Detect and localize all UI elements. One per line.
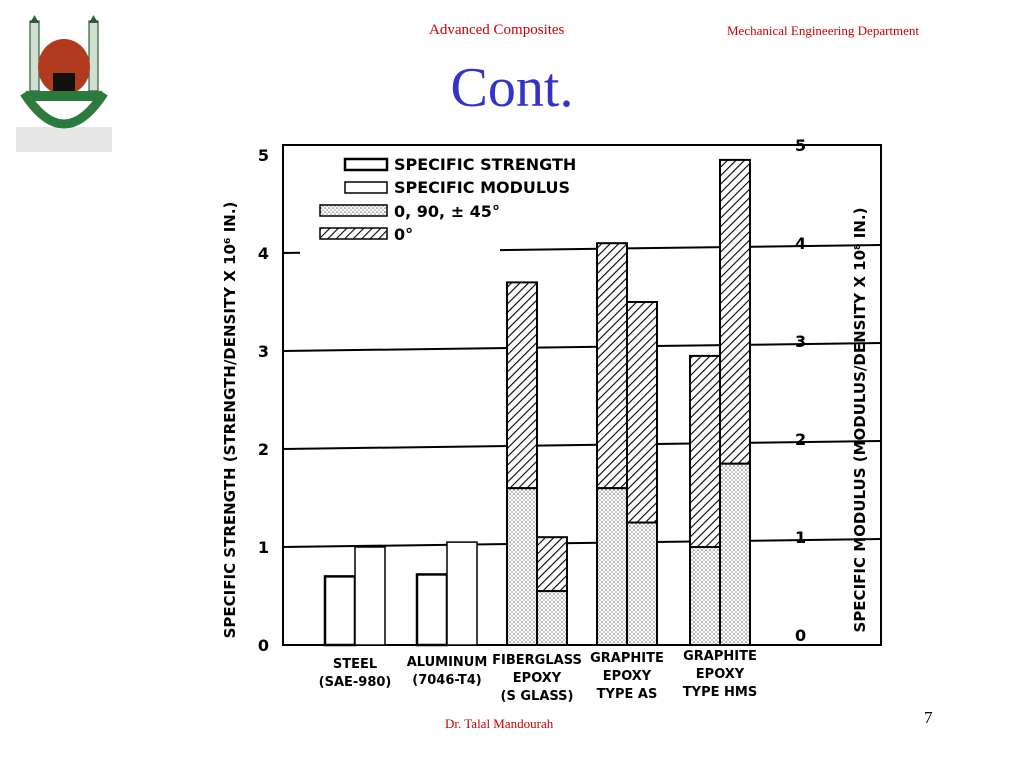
bar-strength-unidirectional bbox=[507, 282, 537, 488]
bar-modulus-unidirectional bbox=[720, 160, 750, 464]
department-name: Mechanical Engineering Department bbox=[727, 23, 920, 38]
legend-label-multi: 0, 90, ± 45° bbox=[394, 202, 500, 221]
category-label: ALUMINUM bbox=[406, 655, 488, 670]
category-label: (7046-T4) bbox=[412, 673, 482, 688]
bar-strength bbox=[325, 576, 355, 645]
bar-modulus bbox=[447, 542, 477, 645]
bar-modulus-quasi-isotropic bbox=[627, 523, 657, 646]
university-seal-logo bbox=[16, 15, 112, 152]
bar-strength-quasi-isotropic bbox=[597, 488, 627, 645]
category-label: EPOXY bbox=[512, 671, 562, 686]
category-label: (SAE-980) bbox=[318, 675, 392, 690]
right-tick-label: 3 bbox=[795, 332, 807, 351]
category-label: EPOXY bbox=[602, 669, 652, 684]
footer-author: Dr. Talal Mandourah bbox=[445, 716, 554, 731]
left-axis-label: SPECIFIC STRENGTH (STRENGTH/DENSITY X 10⁶ IN.) bbox=[221, 201, 239, 639]
legend-label-zero: 0° bbox=[394, 225, 414, 244]
legend-swatch-strength bbox=[345, 159, 387, 170]
bar-modulus-quasi-isotropic bbox=[537, 591, 567, 645]
category-label: FIBERGLASS bbox=[492, 653, 582, 668]
bar-modulus-quasi-isotropic bbox=[720, 464, 750, 645]
bar-modulus bbox=[355, 547, 385, 645]
bar-strength bbox=[417, 574, 447, 645]
bar-modulus-unidirectional bbox=[627, 302, 657, 523]
category-label: STEEL bbox=[332, 657, 378, 672]
left-tick-label: 4 bbox=[257, 244, 269, 263]
category-label: (S GLASS) bbox=[500, 689, 574, 704]
right-tick-label: 2 bbox=[795, 430, 807, 449]
category-label: TYPE HMS bbox=[682, 685, 758, 700]
category-labels bbox=[319, 649, 758, 704]
right-tick-label: 5 bbox=[795, 136, 807, 155]
legend-label-modulus: SPECIFIC MODULUS bbox=[394, 178, 571, 197]
course-title: Advanced Composites bbox=[429, 22, 565, 38]
category-label: EPOXY bbox=[695, 667, 745, 682]
bar-strength-unidirectional bbox=[690, 356, 720, 547]
left-tick-label: 0 bbox=[257, 636, 269, 655]
left-tick-label: 3 bbox=[257, 342, 269, 361]
right-tick-label: 4 bbox=[795, 234, 807, 253]
slide-title: Cont. bbox=[450, 57, 574, 119]
strength-modulus-chart bbox=[185, 125, 895, 715]
legend-swatch-zero bbox=[320, 228, 387, 239]
category-label: TYPE AS bbox=[596, 687, 658, 702]
legend-swatch-multi bbox=[320, 205, 387, 216]
right-axis-label: SPECIFIC MODULUS (MODULUS/DENSITY X 10⁸ IN.) bbox=[851, 207, 869, 633]
bar-strength-unidirectional bbox=[597, 243, 627, 488]
bar-strength-quasi-isotropic bbox=[507, 488, 537, 645]
bar-strength-quasi-isotropic bbox=[690, 547, 720, 645]
page-number: 7 bbox=[924, 708, 933, 727]
category-label: GRAPHITE bbox=[683, 649, 757, 664]
left-tick-label: 5 bbox=[257, 146, 269, 165]
left-tick-label: 2 bbox=[257, 440, 269, 459]
left-tick-label: 1 bbox=[257, 538, 269, 557]
right-tick-label: 1 bbox=[795, 528, 807, 547]
right-tick-label: 0 bbox=[795, 626, 807, 645]
legend-label-strength: SPECIFIC STRENGTH bbox=[394, 155, 577, 174]
category-label: GRAPHITE bbox=[590, 651, 664, 666]
bar-modulus-unidirectional bbox=[537, 537, 567, 591]
legend-swatch-modulus bbox=[345, 182, 387, 193]
left-axis-ticks bbox=[258, 146, 269, 655]
